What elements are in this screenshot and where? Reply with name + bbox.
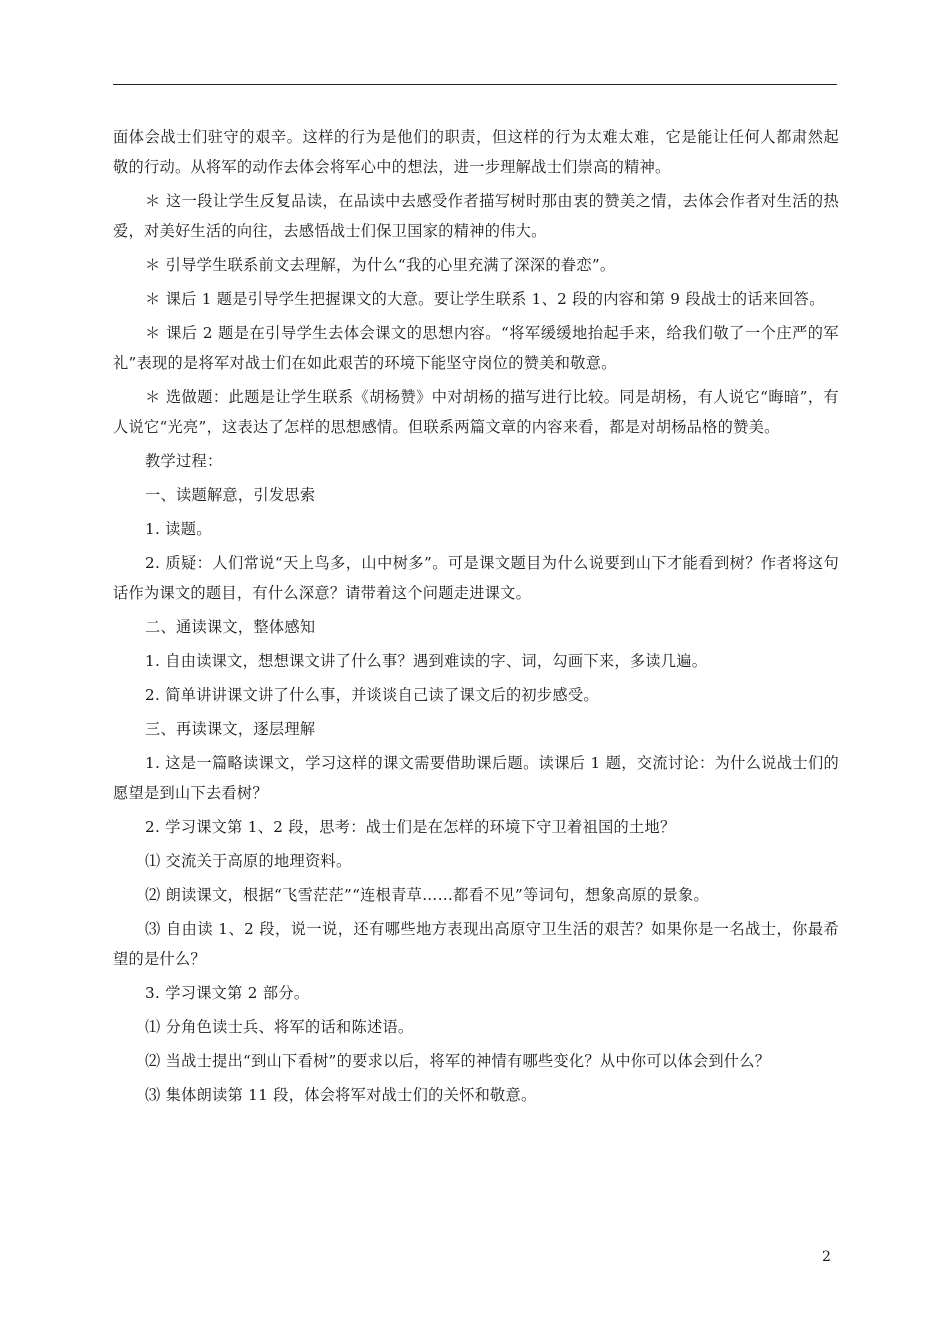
paragraph: 2. 简单讲讲课文讲了什么事，并谈谈自己读了课文后的初步感受。 (145, 686, 599, 704)
paragraph: 1. 自由读课文，想想课文讲了什么事？遇到难读的字、词，勾画下来，多读几遍。 (145, 652, 708, 670)
header-rule (113, 84, 837, 85)
paragraph: ⑶ 集体朗读第 11 段，体会将军对战士们的关怀和敬意。 (145, 1086, 537, 1104)
paragraph: 2. 学习课文第 1、2 段，思考：战士们是在怎样的环境下守卫着祖国的土地？ (145, 818, 676, 836)
paragraph: ＊ 这一段让学生反复品读，在品读中去感受作者描写树时那由衷的赞美之情，去体会作者对生活的热爱，对美好生活的向往，去感悟战士们保卫国家的精神的伟大。 (113, 192, 839, 240)
paragraph: ＊ 选做题：此题是让学生联系《胡杨赞》中对胡杨的描写进行比较。同是胡杨，有人说它“晦暗”，有人说它“光亮”，这表达了怎样的思想感情。但联系两篇文章的内容来看，都是对胡杨品格的赞美。 (113, 388, 839, 436)
paragraph: 1. 读题。 (145, 520, 212, 538)
paragraph: 三、再读课文，逐层理解 (145, 720, 316, 738)
paragraph: 2. 质疑：人们常说“天上鸟多，山中树多”。可是课文题目为什么说要到山下才能看到树？作者将这句话作为课文的题目，有什么深意？请带着这个问题走进课文。 (113, 554, 839, 602)
paragraph: ＊ 课后 2 题是在引导学生去体会课文的思想内容。“将军缓缓地抬起手来，给我们敬了一个庄严的军礼”表现的是将军对战士们在如此艰苦的环境下能坚守岗位的赞美和敬意。 (113, 324, 839, 372)
paragraph: 面体会战士们驻守的艰辛。这样的行为是他们的职责，但这样的行为太难太难，它是能让任何人都肃然起敬的行动。从将军的动作去体会将军心中的想法，进一步理解战士们崇高的精神。 (113, 128, 839, 176)
page-number: 2 (822, 1249, 831, 1265)
paragraph: ＊ 课后 1 题是引导学生把握课文的大意。要让学生联系 1、2 段的内容和第 9 段战士的话来回答。 (145, 290, 825, 308)
paragraph: ＊ 引导学生联系前文去理解，为什么“我的心里充满了深深的眷恋”。 (145, 256, 616, 274)
paragraph: ⑴ 交流关于高原的地理资料。 (145, 852, 352, 870)
paragraph: 二、通读课文，整体感知 (145, 618, 316, 636)
paragraph: 教学过程： (145, 452, 223, 470)
paragraph: 3. 学习课文第 2 部分。 (145, 984, 310, 1002)
paragraph: 一、读题解意，引发思索 (145, 486, 316, 504)
paragraph: ⑵ 当战士提出“到山下看树”的要求以后，将军的神情有哪些变化？从中你可以体会到什么？ (145, 1052, 771, 1070)
paragraph: ⑵ 朗读课文，根据“飞雪茫茫”“连根青草……都看不见”等词句，想象高原的景象。 (145, 886, 709, 904)
paragraph: ⑴ 分角色读士兵、将军的话和陈述语。 (145, 1018, 414, 1036)
paragraph: 1. 这是一篇略读课文，学习这样的课文需要借助课后题。读课后 1 题，交流讨论：为什么说战士们的愿望是到山下去看树？ (113, 754, 839, 802)
paragraph: ⑶ 自由读 1、2 段，说一说，还有哪些地方表现出高原守卫生活的艰苦？如果你是一名战士，你最希望的是什么？ (113, 920, 839, 968)
document-body (113, 122, 839, 1114)
